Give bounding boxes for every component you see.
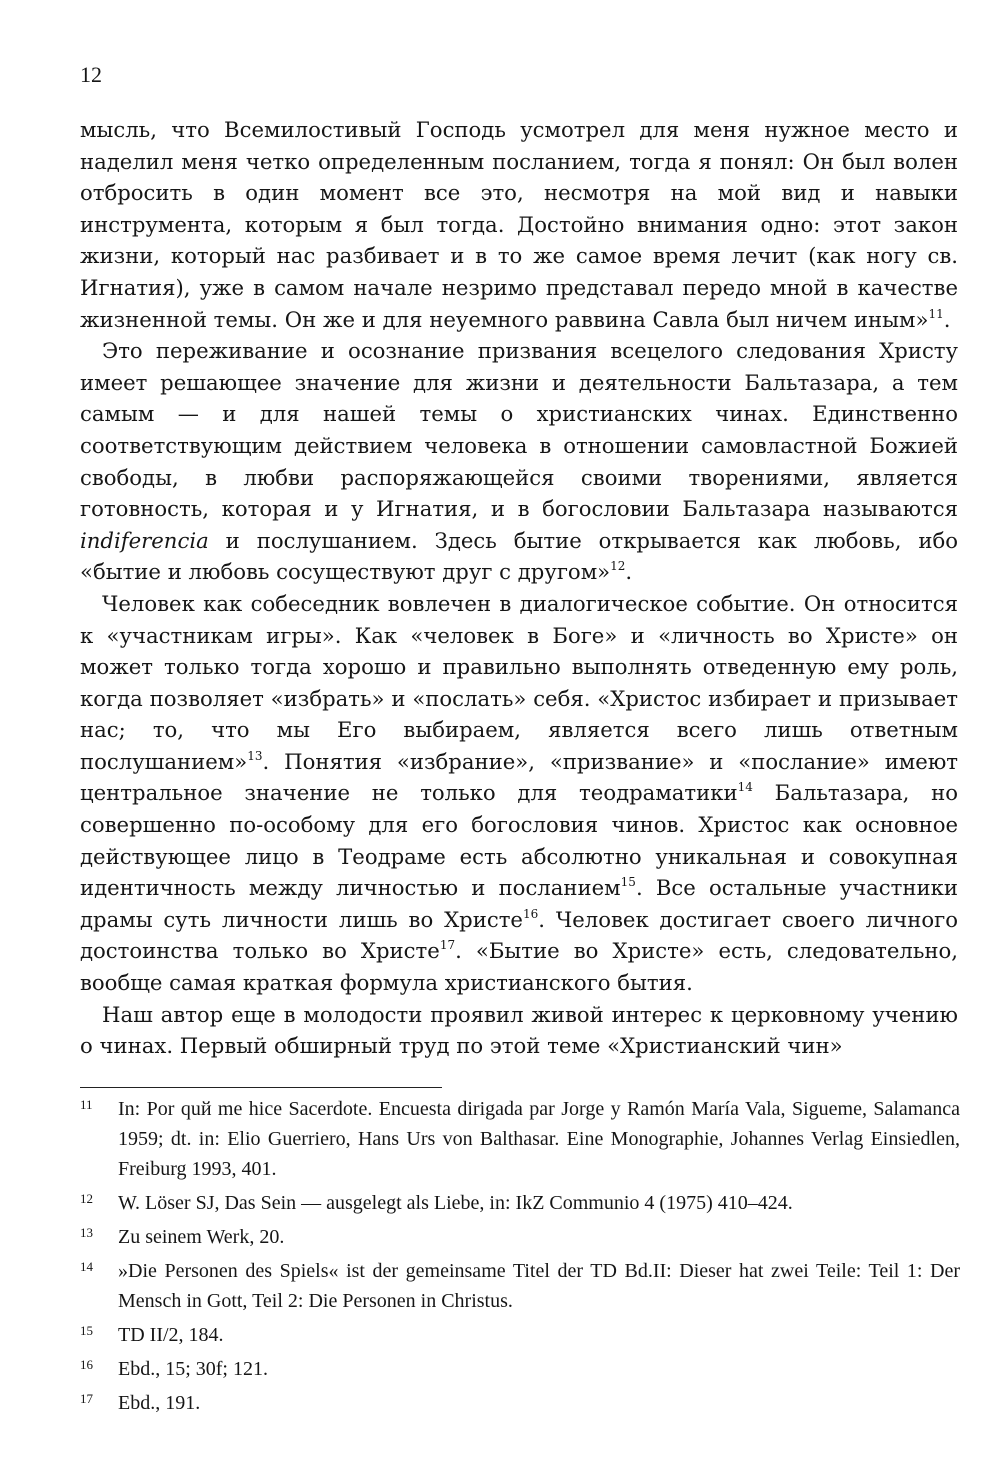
footnote-text: TD II/2, 184. (118, 1324, 224, 1346)
text-run: . Все остальные участники драмы суть личности лишь во Христе (80, 875, 958, 932)
text-run: . Человек достигает своего личного достоинства только во Христе (80, 906, 958, 964)
paragraph (80, 588, 958, 999)
footnote-text: Ebd., 15; 30f; 121. (118, 1358, 268, 1380)
text-run: и послушанием. Здесь бытие открывается как любовь, ибо «бытие и любовь сосуществуют друг с другом» (80, 527, 958, 585)
footnote-ref: 12 (610, 559, 626, 574)
page-number: 12 (80, 62, 102, 87)
footnote (80, 1320, 960, 1350)
footnote (80, 1388, 960, 1418)
footnote-ref: 14 (737, 780, 753, 795)
footnote-number: 13 (80, 1225, 93, 1240)
footnotes (80, 1094, 960, 1422)
footnote (80, 1094, 960, 1184)
text-run: . (943, 306, 951, 332)
footnote-ref: 11 (928, 306, 944, 321)
text-run: Это переживание и осознание призвания всецелого следования Христу имеет решающее значение для жизни и деятельности Бальтазара, а тем самым — и для нашей темы о христианских чинах. Единственно соответствующим действием человека в отношении самовластной Божией свободы, в любви распоряжающейся своими творениями, является готовность, которая и у Игнатия, и в богословии Бальтазара называются (80, 338, 958, 522)
text-run: . Понятия «избрание», «призвание» и «послание» имеют центральное значение не только для теодраматики (80, 748, 958, 806)
paragraph (80, 114, 958, 335)
footnote-text: »Die Personen des Spiels« ist der gemeinsame Titel der TD Bd.II: Dieser hat zwei Teile: Teil 1: Der Mensch in Gott, Teil 2: Die Personen in Christus. (118, 1260, 960, 1312)
text-run: . (625, 559, 633, 585)
footnote-number: 11 (80, 1097, 93, 1112)
footnote-text: Ebd., 191. (118, 1392, 201, 1414)
paragraph (80, 999, 958, 1062)
text-run: Наш автор еще в молодости проявил живой интерес к церковному учению о чинах. Первый обширный труд по этой теме «Христианский чин» (80, 1001, 958, 1059)
footnote-separator (80, 1087, 442, 1088)
paragraph (80, 335, 958, 588)
footnote-ref: 15 (620, 875, 636, 890)
text-run: мысль, что Всемилостивый Господь усмотрел для меня нужное место и наделил меня четко определенным посланием, тогда я понял: Он был волен отбросить в один момент все это, несмотря на мой вид и навыки инструмента, которым я был тогда. Достойно внимания одно: этот закон жизни, который нас разбивает и в то же самое время лечит (как ногу св. Игнатия), уже в самом начале незримо представал передо мной в качестве жизненной темы. Он же и для неуемного раввина Савла был ничем иным» (80, 117, 958, 332)
footnote-number: 12 (80, 1191, 93, 1206)
footnote (80, 1354, 960, 1384)
footnote-number: 16 (80, 1357, 93, 1372)
footnote-ref: 13 (247, 748, 263, 763)
footnote-number: 17 (80, 1391, 93, 1406)
footnote-text: In: Por quй me hice Sacerdote. Encuesta dirigada par Jorge y Ramón María Vala, Sigueme, Salamanca 1959; dt. in: Elio Guerriero, Hans Urs von Balthasar. Eine Monographie, Johannes Verlag Einsiedlen, Freiburg 1993, 401. (118, 1098, 960, 1180)
footnote (80, 1222, 960, 1252)
footnote (80, 1256, 960, 1316)
footnote-text: W. Löser SJ, Das Sein — ausgelegt als Liebe, in: IkZ Communio 4 (1975) 410–424. (118, 1192, 793, 1214)
text-run: Человек как собеседник вовлечен в диалогическое событие. Он относится к «участникам игры». Как «человек в Боге» и «личность во Христе» он может только тогда хорошо и правильно выполнять отведенную ему роль, когда позволяет «избрать» и «послать» себя. «Христос избирает и призывает нас; то, что мы Его выбираем, является всего лишь ответным послушанием» (80, 590, 958, 774)
footnote-ref: 16 (522, 906, 539, 921)
footnote (80, 1188, 960, 1218)
main-text (80, 114, 958, 1062)
text-run: Бальтазара, но совершенно по-особому для его богословия чинов. Христос как основное действующее лицо в Теодраме есть абсолютно уникальная и совокупная идентичность между личностью и посланием (80, 780, 958, 901)
footnote-text: Zu seinem Werk, 20. (118, 1226, 285, 1248)
footnote-number: 14 (80, 1259, 93, 1274)
footnote-ref: 17 (439, 938, 456, 953)
footnote-number: 15 (80, 1323, 93, 1338)
italic-term: indiferencia (80, 527, 209, 553)
text-run: . «Бытие во Христе» есть, следовательно, вообще самая краткая формула христианского бытия. (80, 938, 959, 996)
